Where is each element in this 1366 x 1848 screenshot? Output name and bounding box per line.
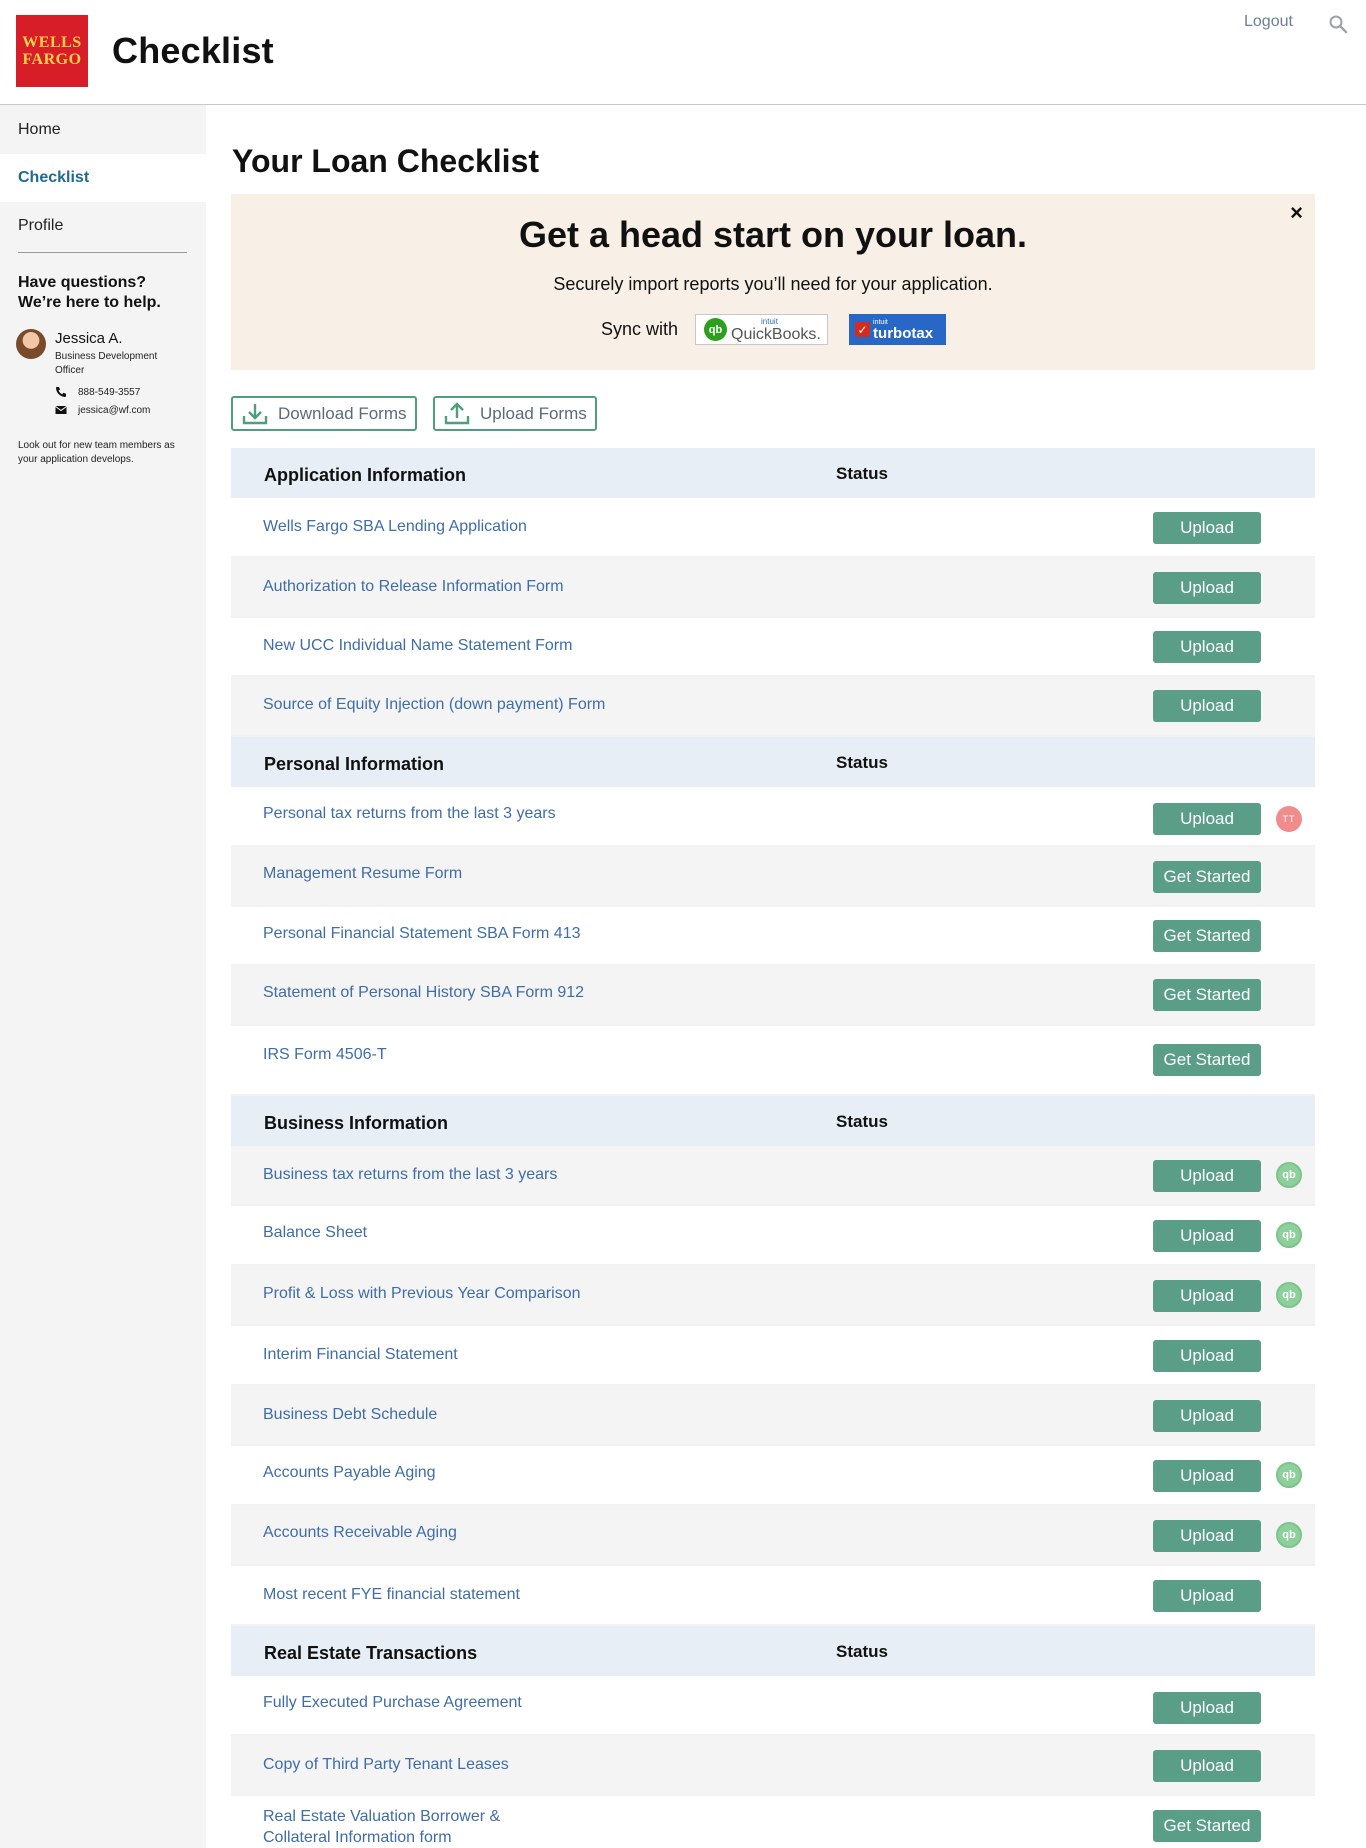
quickbooks-intuit-text: intuit <box>761 317 778 326</box>
checklist-row <box>231 907 1315 966</box>
contact-email[interactable] <box>54 404 150 416</box>
upload-button[interactable]: Upload <box>1153 1520 1261 1552</box>
section-header-real-estate <box>231 1626 1315 1676</box>
contact-role: Business Development Officer <box>55 351 158 376</box>
turbotax-sync-button[interactable] <box>849 314 946 345</box>
turbotax-check-icon: ✓ <box>855 322 870 337</box>
quickbooks-badge-icon[interactable]: qb <box>1276 1462 1302 1488</box>
contact-name: Jessica A. <box>55 330 123 347</box>
get-started-button[interactable]: Get Started <box>1153 979 1261 1011</box>
checklist-item-link[interactable]: Authorization to Release Information Form <box>263 578 564 595</box>
quickbooks-badge-icon[interactable]: qb <box>1276 1162 1302 1188</box>
get-started-button[interactable]: Get Started <box>1153 1044 1261 1076</box>
checklist-item-link[interactable]: Management Resume Form <box>263 865 463 882</box>
checklist-row <box>231 966 1315 1026</box>
upload-button[interactable]: Upload <box>1153 512 1261 544</box>
checklist-item-link[interactable]: Profit & Loss with Previous Year Comparison <box>263 1285 581 1302</box>
loan-checklist <box>231 448 1315 1848</box>
checklist-item-link[interactable]: New UCC Individual Name Statement Form <box>263 637 573 654</box>
checklist-row <box>231 1796 1315 1848</box>
upload-button[interactable]: Upload <box>1153 572 1261 604</box>
phone-icon <box>54 386 68 398</box>
wells-fargo-logo[interactable] <box>16 15 88 87</box>
upload-button[interactable]: Upload <box>1153 631 1261 663</box>
checklist-row <box>231 1446 1315 1506</box>
logo-line-1: WELLS <box>22 34 82 51</box>
get-started-button[interactable]: Get Started <box>1153 1810 1261 1842</box>
checklist-row <box>231 1326 1315 1386</box>
checklist-row <box>231 1386 1315 1446</box>
turbotax-badge-icon[interactable]: TT <box>1276 806 1302 832</box>
checklist-row <box>231 1206 1315 1266</box>
checklist-row <box>231 558 1315 618</box>
app-title: Checklist <box>112 30 274 71</box>
upload-button[interactable]: Upload <box>1153 1280 1261 1312</box>
checklist-item-link[interactable]: IRS Form 4506-T <box>263 1046 387 1063</box>
checklist-item-link[interactable]: Copy of Third Party Tenant Leases <box>263 1756 509 1773</box>
quickbooks-text: QuickBooks. <box>731 326 821 343</box>
checklist-item-link[interactable]: Most recent FYE financial statement <box>263 1586 520 1603</box>
checklist-item-link[interactable]: Personal tax returns from the last 3 years <box>263 805 556 822</box>
upload-forms-label: Upload Forms <box>480 403 587 423</box>
close-icon[interactable]: × <box>1290 200 1303 225</box>
sidebar <box>0 105 206 1848</box>
checklist-item-link[interactable]: Wells Fargo SBA Lending Application <box>263 518 527 535</box>
checklist-row <box>231 677 1315 737</box>
contact-phone[interactable] <box>54 386 140 398</box>
avatar <box>16 329 46 359</box>
contact-card <box>16 329 206 439</box>
section-title: Real Estate Transactions <box>264 1643 478 1663</box>
team-note: Look out for new team members as your application develops. <box>18 440 175 465</box>
checklist-item-link[interactable]: Fully Executed Purchase Agreement <box>263 1694 522 1711</box>
checklist-item-link[interactable]: Interim Financial Statement <box>263 1346 458 1363</box>
sync-label: Sync with <box>601 319 679 339</box>
upload-button[interactable]: Upload <box>1153 1220 1261 1252</box>
quickbooks-badge-icon[interactable]: qb <box>1276 1282 1302 1308</box>
checklist-item-link[interactable]: Balance Sheet <box>263 1224 368 1241</box>
upload-button[interactable]: Upload <box>1153 1580 1261 1612</box>
checklist-row <box>231 1736 1315 1796</box>
upload-button[interactable]: Upload <box>1153 1692 1261 1724</box>
checklist-item-link[interactable]: Accounts Payable Aging <box>263 1464 436 1481</box>
contact-phone-text: 888-549-3557 <box>78 386 141 398</box>
top-header <box>0 0 1366 105</box>
checklist-item-link[interactable]: Real Estate Valuation Borrower & Collateral Information form <box>263 1808 501 1846</box>
envelope-icon <box>54 404 68 416</box>
help-heading-line-2: We’re here to help. <box>18 294 161 311</box>
contact-email-text: jessica@wf.com <box>78 404 151 416</box>
checklist-row <box>231 1506 1315 1566</box>
checklist-item-link[interactable]: Business Debt Schedule <box>263 1406 438 1423</box>
quickbooks-sync-button[interactable] <box>695 314 828 345</box>
upload-button[interactable]: Upload <box>1153 1340 1261 1372</box>
upload-button[interactable]: Upload <box>1153 803 1261 835</box>
checklist-row <box>231 498 1315 558</box>
checklist-row <box>231 1266 1315 1326</box>
status-column-header: Status <box>836 464 888 483</box>
download-icon <box>242 402 268 426</box>
section-header-personal <box>231 737 1315 787</box>
get-started-button[interactable]: Get Started <box>1153 920 1261 952</box>
section-header-business <box>231 1096 1315 1146</box>
logo-line-2: FARGO <box>22 51 82 68</box>
section-header-application <box>231 448 1315 498</box>
status-column-header: Status <box>836 1112 888 1131</box>
checklist-row <box>231 847 1315 907</box>
turbotax-text: turbotax <box>873 325 934 342</box>
logout-link[interactable]: Logout <box>1244 13 1293 30</box>
status-column-header: Status <box>836 1642 888 1661</box>
checklist-item-link[interactable]: Business tax returns from the last 3 years <box>263 1166 558 1183</box>
help-heading-line-1: Have questions? <box>18 274 147 291</box>
checklist-row <box>231 1566 1315 1626</box>
upload-icon <box>444 402 470 426</box>
checklist-row <box>231 618 1315 677</box>
checklist-row <box>231 1676 1315 1736</box>
checklist-row <box>231 787 1315 847</box>
page-title: Your Loan Checklist <box>232 143 540 179</box>
upload-button[interactable]: Upload <box>1153 690 1261 722</box>
section-title: Application Information <box>264 465 466 485</box>
download-forms-button[interactable] <box>231 396 417 431</box>
checklist-item-link[interactable]: Source of Equity Injection (down payment) Form <box>263 696 606 713</box>
download-forms-label: Download Forms <box>278 403 407 423</box>
help-heading <box>18 273 206 313</box>
sidebar-item-profile[interactable]: Profile <box>18 217 64 234</box>
status-column-header: Status <box>836 753 888 772</box>
search-icon[interactable] <box>1328 14 1348 34</box>
sync-banner <box>231 194 1315 370</box>
checklist-row <box>231 1146 1315 1206</box>
get-started-button[interactable]: Get Started <box>1153 861 1261 893</box>
banner-subtitle: Securely import reports you’ll need for your application. <box>553 274 993 294</box>
banner-title: Get a head start on your loan. <box>518 214 1028 255</box>
checklist-item-link[interactable]: Accounts Receivable Aging <box>263 1524 457 1541</box>
upload-button[interactable]: Upload <box>1153 1400 1261 1432</box>
checklist-row <box>231 1026 1315 1096</box>
upload-button[interactable]: Upload <box>1153 1460 1261 1492</box>
quickbooks-badge-icon[interactable]: qb <box>1276 1522 1302 1548</box>
section-title: Business Information <box>264 1113 449 1133</box>
upload-forms-button[interactable] <box>433 396 597 431</box>
sidebar-item-home[interactable]: Home <box>18 121 61 138</box>
quickbooks-icon: qb <box>704 318 727 341</box>
sync-row <box>601 314 946 345</box>
sidebar-divider <box>18 252 187 253</box>
upload-button[interactable]: Upload <box>1153 1750 1261 1782</box>
upload-button[interactable]: Upload <box>1153 1160 1261 1192</box>
sidebar-item-checklist[interactable]: Checklist <box>0 154 206 202</box>
checklist-item-link[interactable]: Personal Financial Statement SBA Form 413 <box>263 925 581 942</box>
section-title: Personal Information <box>264 754 445 774</box>
turbotax-intuit-text: intuit <box>873 319 888 326</box>
quickbooks-badge-icon[interactable]: qb <box>1276 1222 1302 1248</box>
checklist-item-link[interactable]: Statement of Personal History SBA Form 912 <box>263 984 585 1001</box>
